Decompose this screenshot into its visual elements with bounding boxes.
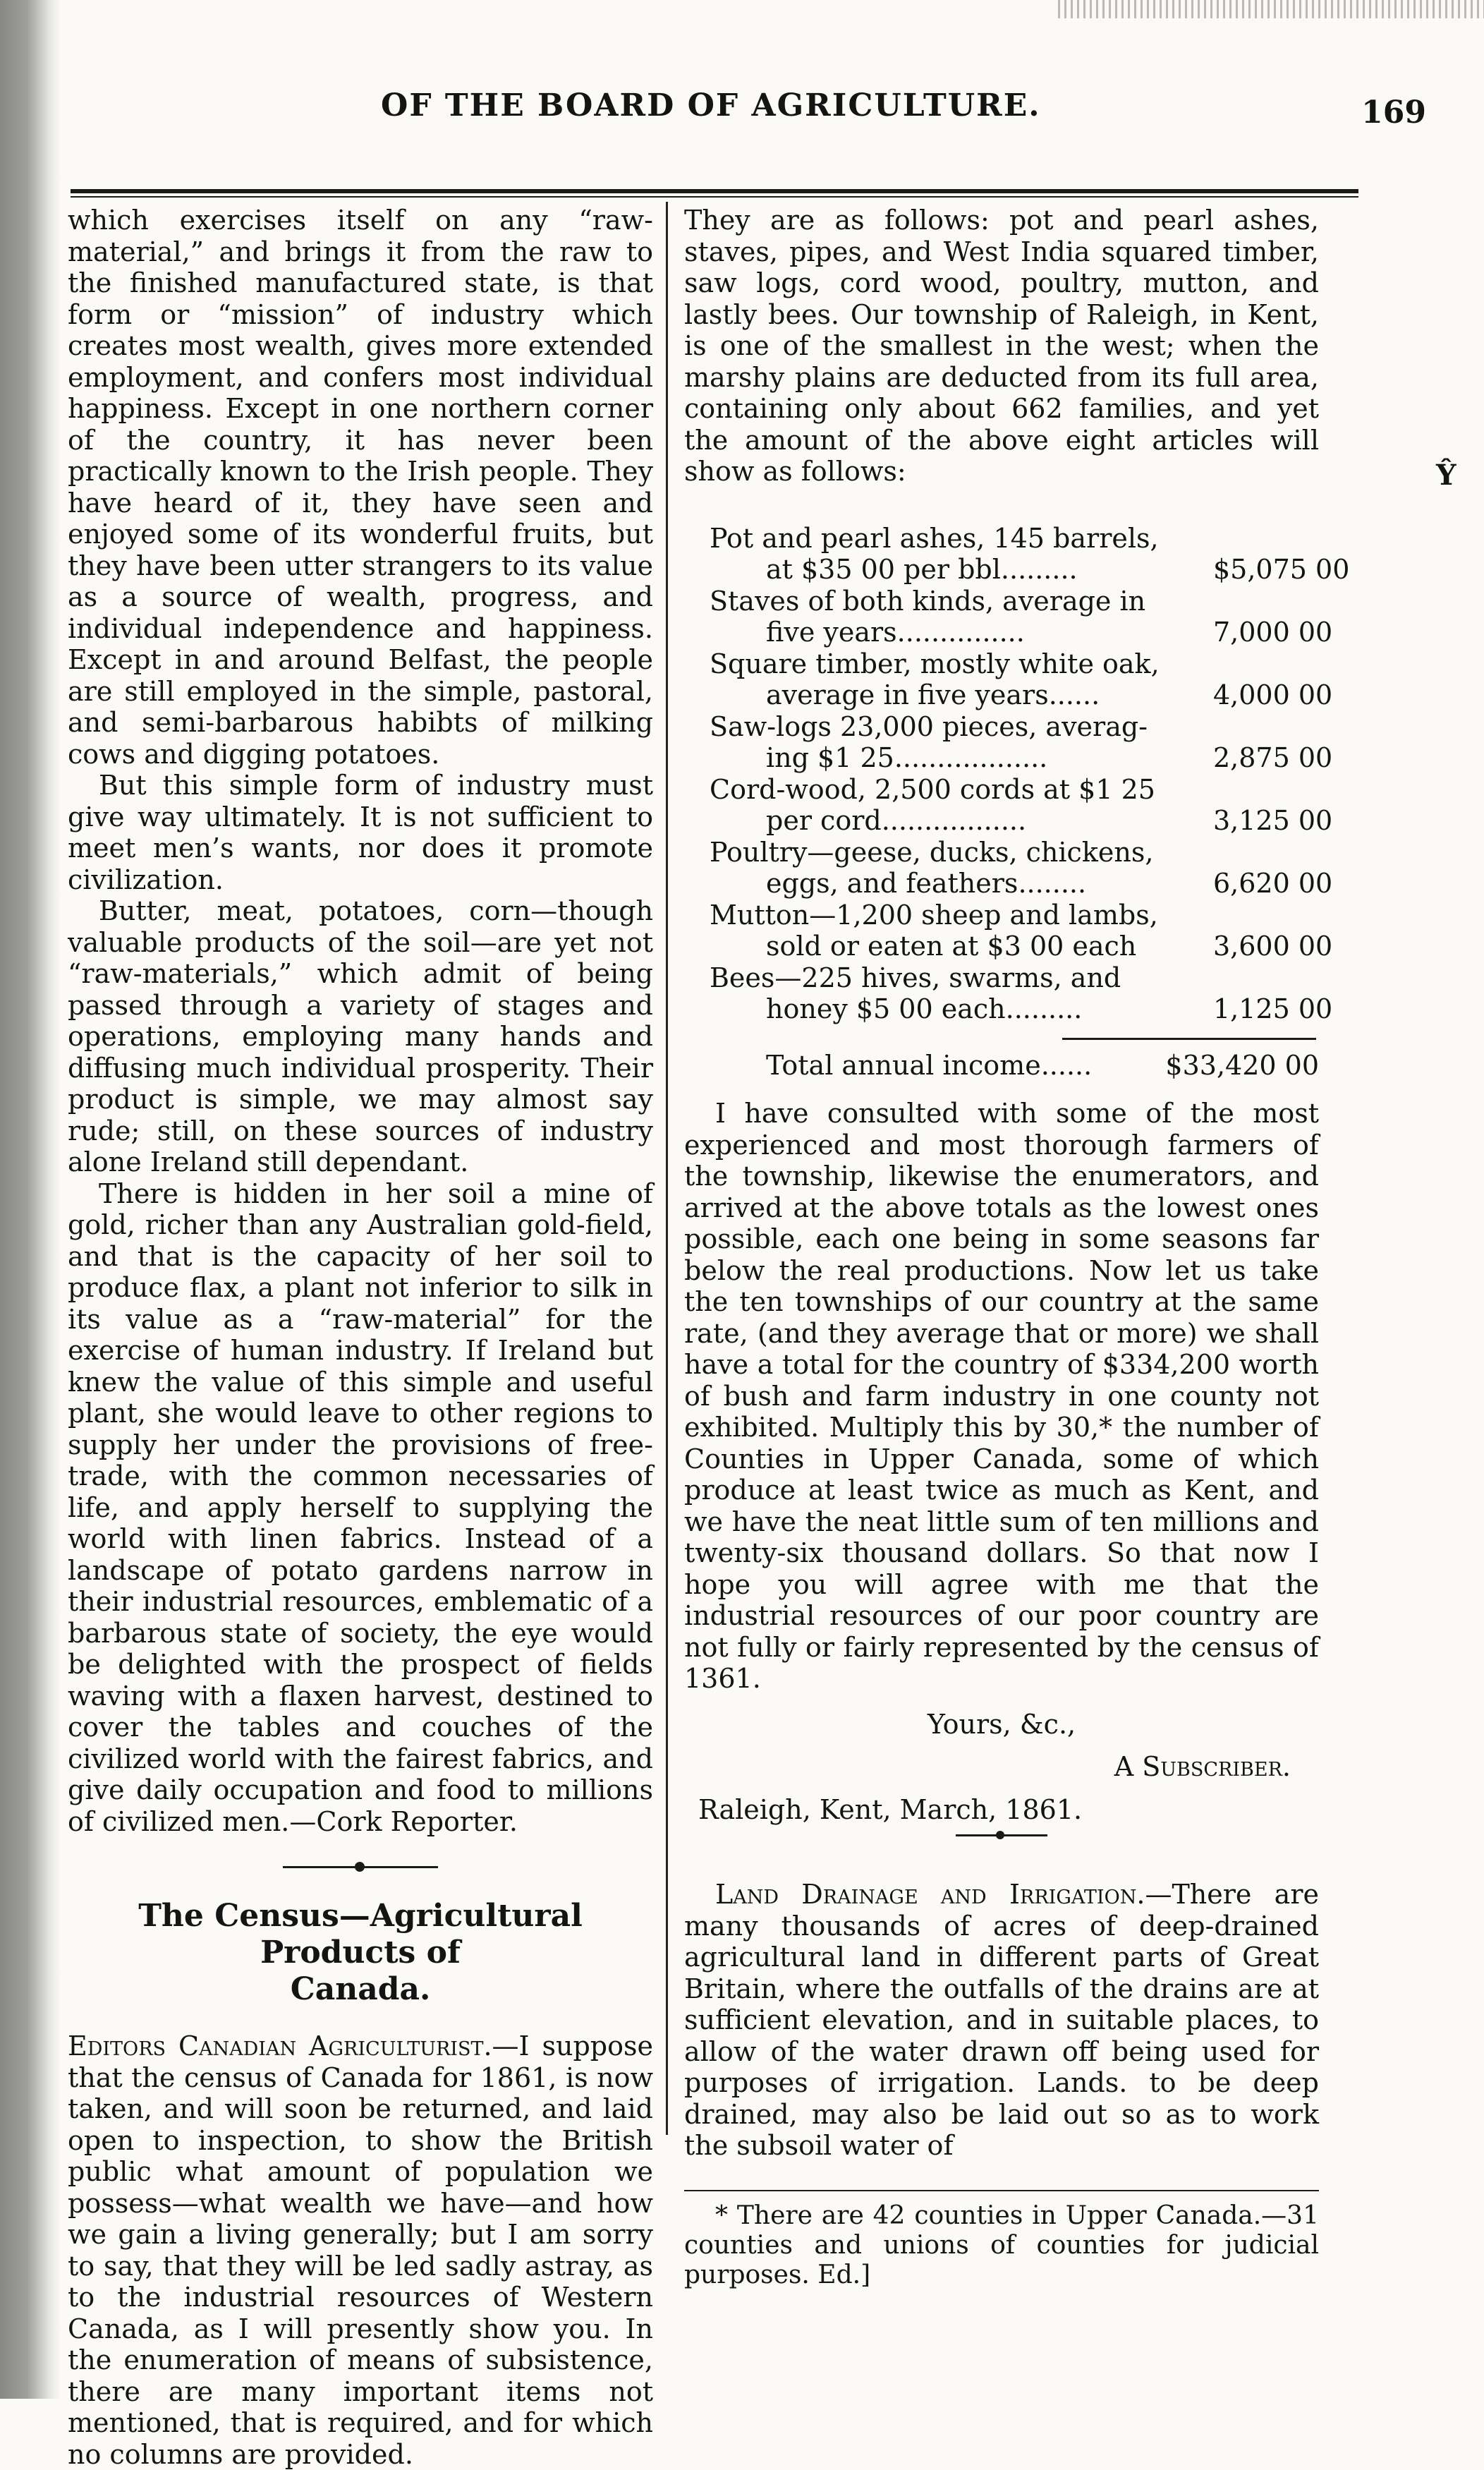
ledger-item: Cord-wood, 2,500 cords at $1 25 — [710, 773, 1155, 805]
left-paragraph-1: which exercises itself on any “raw-material,” and brings it from the raw to the finished manufactured state, is that form or “mission” of industry which creates most wealth, gives more extended employment, and confers most individual happiness. Except in one northern corner of the country, it has never been practically known to the Irish people. They have heard of it, they have seen and enjoyed some of its wonderful fruits, but they have been utter strangers to its value as a source of wealth, progress, and individual independence and happiness. Except in and around Belfast, the people are still employed in the simple, pastoral, and semi-barbarous habibts of milking cows and digging potatoes. — [68, 205, 653, 770]
drainage-text: —There are many thousands of acres of deep-drained agricultural land in different parts of Great Britain, where the outfalls of the drains are at sufficient elevation, and in suitable places, to allow of the water drawn off being used for purposes of irrigation. Lands. to be deep drained, may also be laid out so as to work the subsoil water of — [684, 1879, 1319, 2161]
ledger-item: Bees—225 hives, swarms, and — [710, 962, 1121, 993]
drainage-heading: Land Drainage and Irrigation. — [715, 1879, 1145, 1910]
ledger-amount: 6,620 00 — [1213, 868, 1333, 899]
drainage-paragraph — [684, 1879, 1319, 2162]
ledger-row — [710, 962, 1333, 1025]
ledger-row — [710, 836, 1333, 900]
ledger-row — [710, 773, 1333, 837]
header-rule — [71, 189, 1358, 193]
ledger-item: Staves of both kinds, average in — [710, 585, 1146, 617]
section-title — [68, 1898, 653, 2008]
margin-mark: Ŷ — [1436, 459, 1456, 492]
footnote-rule — [684, 2190, 1319, 2191]
page-number: 169 — [1361, 95, 1426, 131]
ledger-item: Poultry—geese, ducks, chickens, — [710, 836, 1154, 868]
footnote: * There are 42 counties in Upper Canada.—31 counties and unions of counties for judicial purposes. Ed.] — [684, 2200, 1319, 2289]
total-label: Total annual income...... — [766, 1049, 1093, 1081]
ledger-amount: 7,000 00 — [1213, 617, 1333, 648]
place-date: Raleigh, Kent, March, 1861. — [698, 1793, 1083, 1825]
left-paragraph-4: There is hidden in her soil a mine of gold, richer than any Australian gold-field, and that is the capacity of her soil to produce flax, a plant not inferior to silk in its value as a “raw-material” for the exercise of human industry. If Ireland but knew the value of this simple and useful plant, she would leave to other regions to supply her under the provisions of free-trade, with the common necessaries of life, and apply herself to supplying the world with linen fabrics. Instead of a landscape of potato gardens narrow in their industrial resources, emblematic of a barbarous state of society, the eye would be delighted with the prospect of fields waving with a flaxen harvest, destined to cover the tables and couches of the civilized world with the fairest fabrics, and give daily occupation and food to millions of civilized men.—Cork Reporter. — [68, 1178, 653, 1837]
ledger-row — [710, 522, 1350, 586]
ledger-row — [710, 899, 1333, 962]
ledger-item-cont: per cord................. — [766, 805, 1027, 836]
signature: A Subscriber. — [1114, 1751, 1291, 1782]
left-paragraph-3: Butter, meat, potatoes, corn—though valuable products of the soil—are yet not “raw-materials,” which admit of being passed through a variety of stages and operations, employing many hands and diffusing much individual prosperity. Their product is simple, we may almost say rude; still, on these sources of industry alone Ireland still dependant. — [68, 895, 653, 1178]
ledger-row — [710, 710, 1333, 774]
ledger-amount: 1,125 00 — [1213, 993, 1333, 1024]
section-title-line-1: The Census—Agricultural Products of — [138, 1898, 583, 1970]
ledger-row — [710, 648, 1333, 711]
ledger-item-cont: five years............... — [766, 617, 1025, 648]
ledger-row — [710, 585, 1333, 648]
section-title-line-2: Canada. — [290, 1971, 431, 2007]
ledger-item-cont: honey $5 00 each......... — [766, 993, 1083, 1024]
ledger-item-cont: ing $1 25.................. — [766, 742, 1048, 773]
right-column — [684, 205, 1350, 2290]
letter-body: —I suppose that the census of Canada for 1861, is now taken, and will soon be returned, and laid open to inspection, to show the British public what amount of population we possess—what wealth we have—and how we gain a living generally; but I am sorry to say, that they will be led sadly astray, as to the industrial resources of Western Canada, as I will presently show you. In the enumeration of means of subsistence, there are many important items not mentioned, that is required, and for which no columns are provided. — [68, 2030, 653, 2470]
ledger-item-cont: sold or eaten at $3 00 each — [766, 931, 1137, 962]
page-header — [85, 79, 1456, 143]
ledger-item: Square timber, mostly white oak, — [710, 648, 1160, 679]
letter-salutation: Editors Canadian Agriculturist. — [68, 2030, 492, 2062]
closing: Yours, &c., — [927, 1708, 1076, 1740]
ledger-item-cont: average in five years...... — [766, 679, 1100, 710]
ledger-item: Saw-logs 23,000 pieces, averag- — [710, 710, 1148, 742]
scan-noise — [1058, 0, 1484, 18]
binding-gutter-shadow — [0, 0, 61, 2399]
ledger-item-cont: eggs, and feathers........ — [766, 868, 1087, 899]
ledger-amount: 3,125 00 — [1213, 805, 1333, 836]
section-ornament-small — [956, 1829, 1047, 1841]
ledger-amount: 3,600 00 — [1213, 931, 1333, 962]
total-amount: $33,420 00 — [1165, 1049, 1319, 1081]
letter-paragraph — [68, 2030, 653, 2470]
ledger-item-cont: at $35 00 per bbl......... — [766, 554, 1078, 585]
ledger-amount: 4,000 00 — [1213, 679, 1333, 710]
ledger-item: Mutton—1,200 sheep and lambs, — [710, 899, 1158, 931]
income-ledger — [710, 522, 1350, 1082]
left-paragraph-2: But this simple form of industry must give way ultimately. It is not sufficient to meet men’s wants, nor does it promote civilization. — [68, 770, 653, 895]
total-rule — [1062, 1038, 1316, 1040]
ledger-amount: 2,875 00 — [1213, 742, 1333, 773]
column-divider — [666, 202, 668, 2135]
ledger-amount: $5,075 00 — [1213, 554, 1350, 585]
left-column — [68, 205, 653, 2470]
running-head: OF THE BOARD OF AGRICULTURE. — [381, 87, 1041, 123]
section-ornament — [283, 1861, 438, 1872]
total-row — [710, 1050, 1319, 1082]
right-intro: They are as follows: pot and pearl ashes, staves, pipes, and West India squared timber, saw logs, cord wood, poultry, mutton, and lastly bees. Our township of Raleigh, in Kent, is one of the smallest in the west; when the marshy plains are deducted from its full area, containing only about 662 families, and yet the amount of the above eight articles will show as follows: — [684, 205, 1319, 487]
right-body: I have consulted with some of the most experienced and most thorough farmers of the township, likewise the enumerators, and arrived at the above totals as the lowest ones possible, each one being in some seasons far below the real productions. Now let us take the ten townships of our country at the same rate, (and they average that or more) we shall have a total for the country of $334,200 worth of bush and farm industry in one county not exhibited. Multiply this by 30,* the number of Counties in Upper Canada, some of which produce at least twice as much as Kent, and we have the neat little sum of ten millions and twenty-six thousand dollars. So that now I hope you will agree with me that the industrial resources of our poor country are not fully or fairly represented by the census of 1361. — [684, 1098, 1319, 1694]
ledger-item: Pot and pearl ashes, 145 barrels, — [710, 522, 1159, 554]
